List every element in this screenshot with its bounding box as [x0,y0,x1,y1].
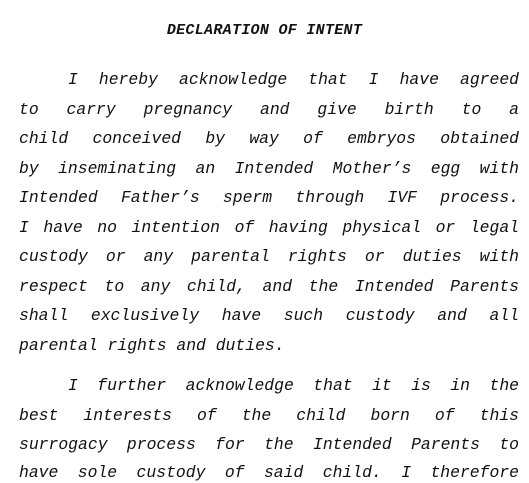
paragraph-line: best interests of the child born of this [19,406,519,425]
paragraph-line: surrogacy process for the Intended Parents to [19,435,519,454]
paragraph-line: I hereby acknowledge that I have agreed [68,70,519,89]
paragraph-line: have sole custody of said child. I therefore [19,463,519,482]
paragraph-line: parental rights and duties. [19,336,285,355]
paragraph-line: Intended Father’s sperm through IVF process. [19,188,519,207]
document-title: DECLARATION OF INTENT [166,22,363,39]
paragraph-line: I have no intention of having physical or legal [19,218,519,237]
paragraph-line: shall exclusively have such custody and all [19,306,519,325]
paragraph-line: custody or any parental rights or duties with [19,247,519,266]
paragraph-line: by inseminating an Intended Mother’s egg with [19,159,519,178]
paragraph-line: child conceived by way of embryos obtained [19,129,519,148]
paragraph-line: to carry pregnancy and give birth to a [19,100,519,119]
paragraph-line: I further acknowledge that it is in the [68,376,519,395]
paragraph-line: respect to any child, and the Intended Parents [19,277,519,296]
